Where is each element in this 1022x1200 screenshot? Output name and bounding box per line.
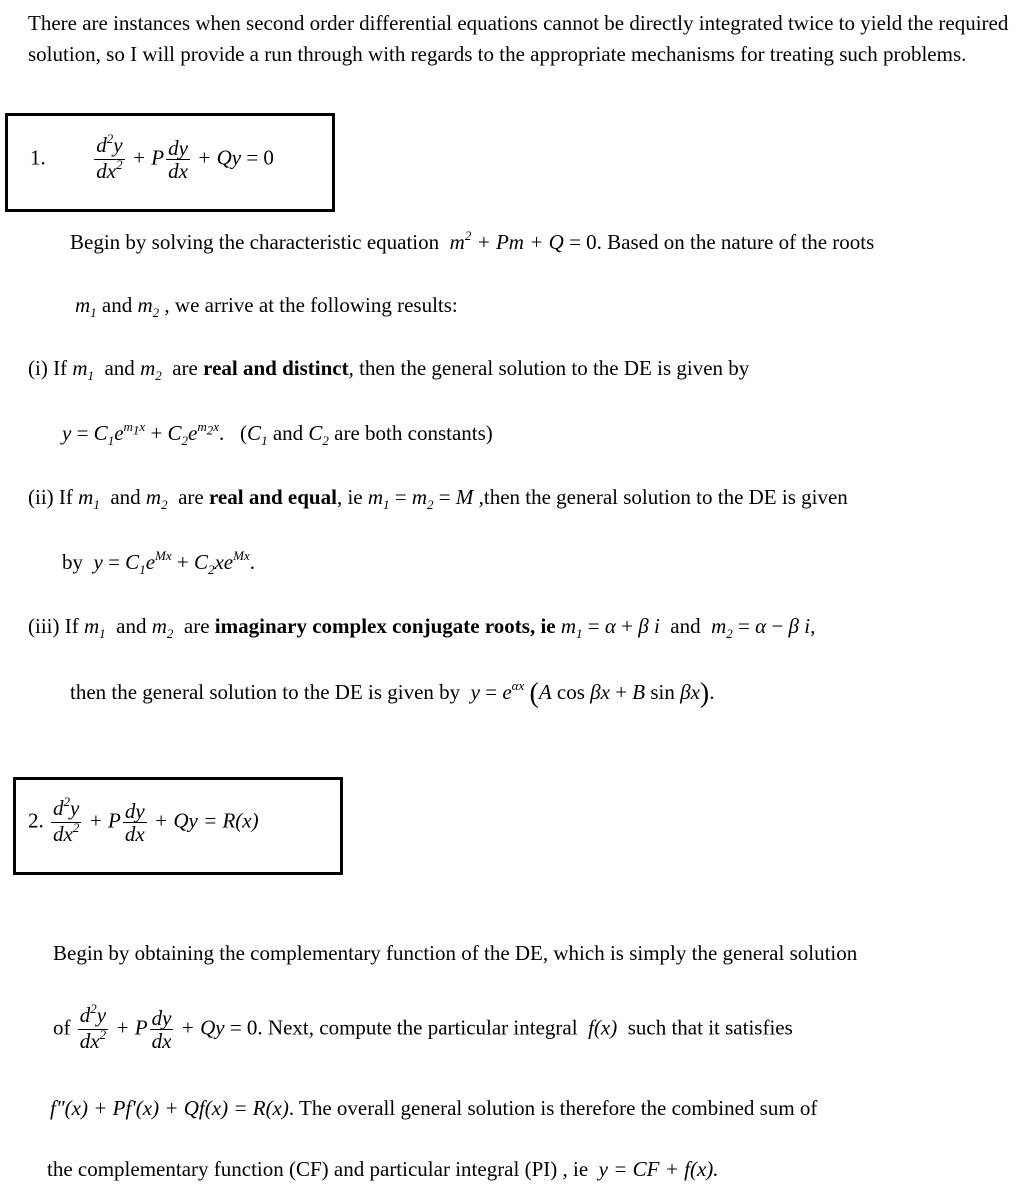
frac-d2y-dx2-2: $\frac{d^2y}{dx^2}$ xyxy=(53,794,80,846)
case-3-solution: then the general solution to the DE is given by $y = e^{\alpha x}$ (A cos βx + B sin βx). xyxy=(70,678,715,709)
equation-2: 2. $\frac{d^2y}{dx^2}$ + P $\frac{dy}{dx}$ + Qy = R(x) xyxy=(28,794,259,846)
case-3-line: (iii) If $m_1$ and $m_2$ are imaginary complex conjugate roots, ie $m_1 = \alpha + \beta$ i and $m_2 = \alpha - \beta$ i, xyxy=(28,614,816,641)
case-1-line: (i) If $m_1$ and $m_2$ are real and distinct, then the general solution to the DE is given by xyxy=(28,356,750,383)
case-1-solution: $y = C_1e^{m_1x} + C_2e^{m_2x}$. ($C_1$ and $C_2$ are both constants) xyxy=(62,419,493,448)
frac-dy-dx: $\frac{dy}{dx}$ xyxy=(168,136,188,183)
ode-line: f"(x) + Pf'(x) + Qf(x) = R(x). The overall general solution is therefore the combined sum of xyxy=(50,1096,818,1120)
cf-begin-line: Begin by obtaining the complementary function of the DE, which is simply the general solution xyxy=(53,941,858,965)
roots-line: $m_1$ and $m_2$ , we arrive at the following results: xyxy=(75,293,458,320)
frac-d2y-dx2: $\frac{d^2y}{dx^2}$ xyxy=(96,131,123,183)
begin-solving-line: Begin by solving the characteristic equation $m^2 + Pm + Q = 0$. Based on the nature of the roots xyxy=(70,228,875,254)
cf-of-line: of $\frac{d^2y}{dx^2}$ + P $\frac{dy}{dx}$ + Qy = 0. Next, compute the particular integral f(x) such that it satisfies xyxy=(53,1001,793,1053)
section1-number: 1. xyxy=(30,145,46,170)
section2-number: 2. xyxy=(28,808,44,833)
final-line: the complementary function (CF) and particular integral (PI) , ie y = CF + f(x). xyxy=(47,1157,719,1181)
frac-dy-dx-2: $\frac{dy}{dx}$ xyxy=(124,799,145,846)
equation-1: 1. $\frac{d^2y}{dx^2}$ + P $\frac{dy}{dx}$ + Qy = 0 xyxy=(30,131,274,183)
case-2-solution: by $y = C_1e^{Mx} + C_2xe^{Mx}$. xyxy=(62,548,255,577)
intro-paragraph: There are instances when second order differential equations cannot be directly integrated twice to yield the required solution, so I will provide a run through with regards to the appropriate mechanisms for treating such problems. xyxy=(28,11,1009,66)
case-2-line: (ii) If $m_1$ and $m_2$ are real and equal, ie $m_1 = m_2 = M$ ,then the general solution to the DE is given xyxy=(28,485,848,512)
